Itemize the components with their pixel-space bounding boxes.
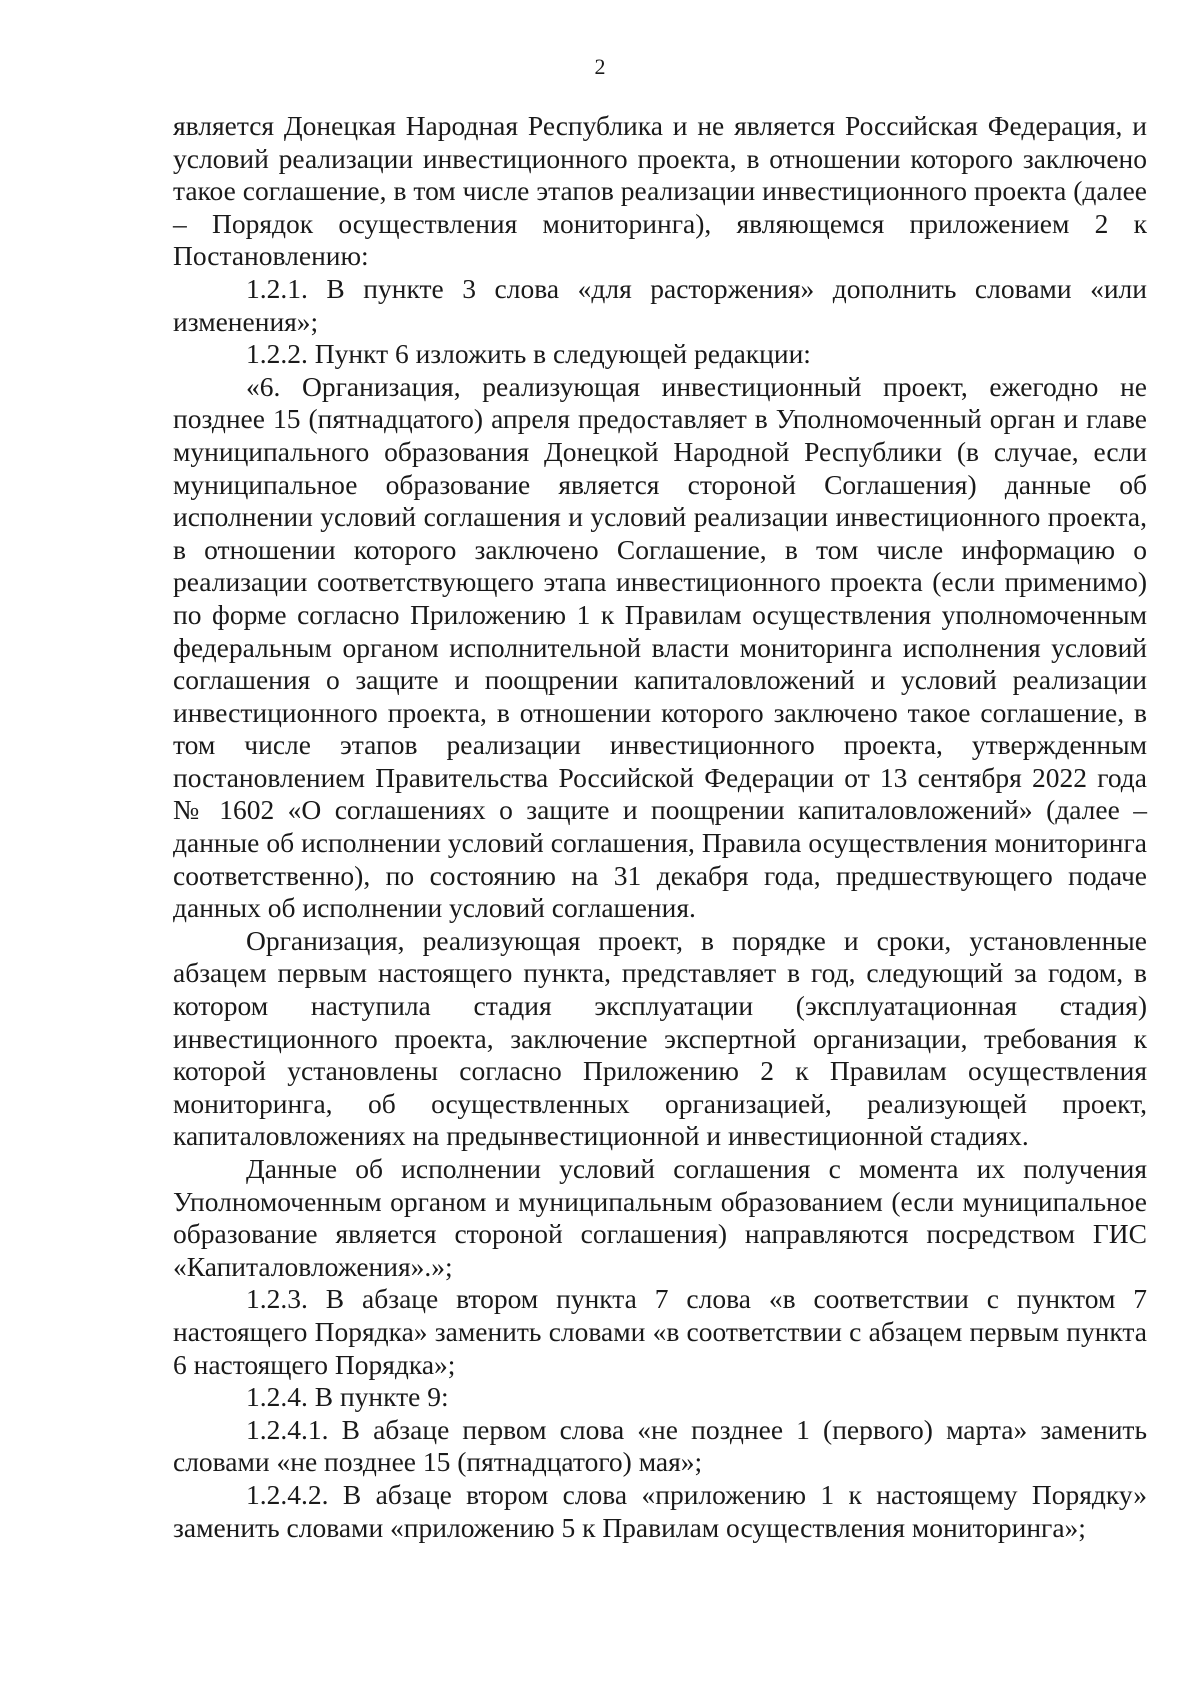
document-body bbox=[173, 110, 1147, 1544]
paragraph-expert-conclusion: Организация, реализующая проект, в порядке и сроки, установленные абзацем первым настоящего пункта, представляет в год, следующий за годом, в котором наступила стадия эксплуатации (эксплуатационная стадия) инвестиционного проекта, заключение экспертной организации, требования к которой установлены согласно Приложению 2 к Правилам осуществления мониторинга, об осуществленных организацией, реализующей проект, капиталовложениях на предынвестиционной и инвестиционной стадиях. bbox=[173, 924, 1147, 1152]
paragraph-1-2-3: 1.2.3. В абзаце втором пункта 7 слова «в соответствии с пунктом 7 настоящего Порядка» заменить словами «в соответствии с абзацем первым пункта 6 настоящего Порядка»; bbox=[173, 1283, 1147, 1380]
paragraph-1-2-4-2: 1.2.4.2. В абзаце втором слова «приложению 1 к настоящему Порядку» заменить словами «приложению 5 к Правилам осуществления мониторинга»; bbox=[173, 1478, 1147, 1543]
paragraph-1-2-2: 1.2.2. Пункт 6 изложить в следующей редакции: bbox=[246, 338, 811, 370]
paragraph-data-submission: Данные об исполнении условий соглашения с момента их получения Уполномоченным органом и муниципальным образованием (если муниципальное образование является стороной соглашения) направляются посредством ГИС «Капиталовложения».»; bbox=[173, 1153, 1147, 1282]
paragraph-1-2-4-1: 1.2.4.1. В абзаце первом слова «не позднее 1 (первого) марта» заменить словами «не позднее 15 (пятнадцатого) мая»; bbox=[173, 1413, 1147, 1478]
paragraph-1-2-1: 1.2.1. В пункте 3 слова «для расторжения» дополнить словами «или изменения»; bbox=[173, 272, 1147, 337]
paragraph-item-6: «6. Организация, реализующая инвестиционный проект, ежегодно не позднее 15 (пятнадцатого) апреля предоставляет в Уполномоченный орган и главе муниципального образования Донецкой Народной Республики (в случае, если муниципальное образование является стороной Соглашения) данные об исполнении условий соглашения и условий реализации инвестиционного проекта, в отношении которого заключено Соглашение, в том числе информацию о реализации соответствующего этапа инвестиционного проекта (если применимо) по форме согласно Приложению 1 к Правилам осуществления уполномоченным федеральным органом исполнительной власти мониторинга исполнения условий соглашения о защите и поощрении капиталовложений и условий реализации инвестиционного проекта, в отношении которого заключено такое соглашение, в том числе этапов реализации инвестиционного проекта, утвержденным постановлением Правительства Российской Федерации от 13 сентября 2022 года № 1602 «О соглашениях о защите и поощрении капиталовложений» (далее – данные об исполнении условий соглашения, Правила осуществления мониторинга соответственно), по состоянию на 31 декабря года, предшествующего подаче данных об исполнении условий соглашения. bbox=[173, 370, 1147, 924]
paragraph-intro: является Донецкая Народная Республика и не является Российская Федерация, и условий реализации инвестиционного проекта, в отношении которого заключено такое соглашение, в том числе этапов реализации инвестиционного проекта (далее – Порядок осуществления мониторинга), являющемся приложением 2 к Постановлению: bbox=[173, 110, 1147, 272]
paragraph-1-2-4: 1.2.4. В пункте 9: bbox=[246, 1381, 449, 1413]
page-number: 2 bbox=[594, 54, 606, 79]
